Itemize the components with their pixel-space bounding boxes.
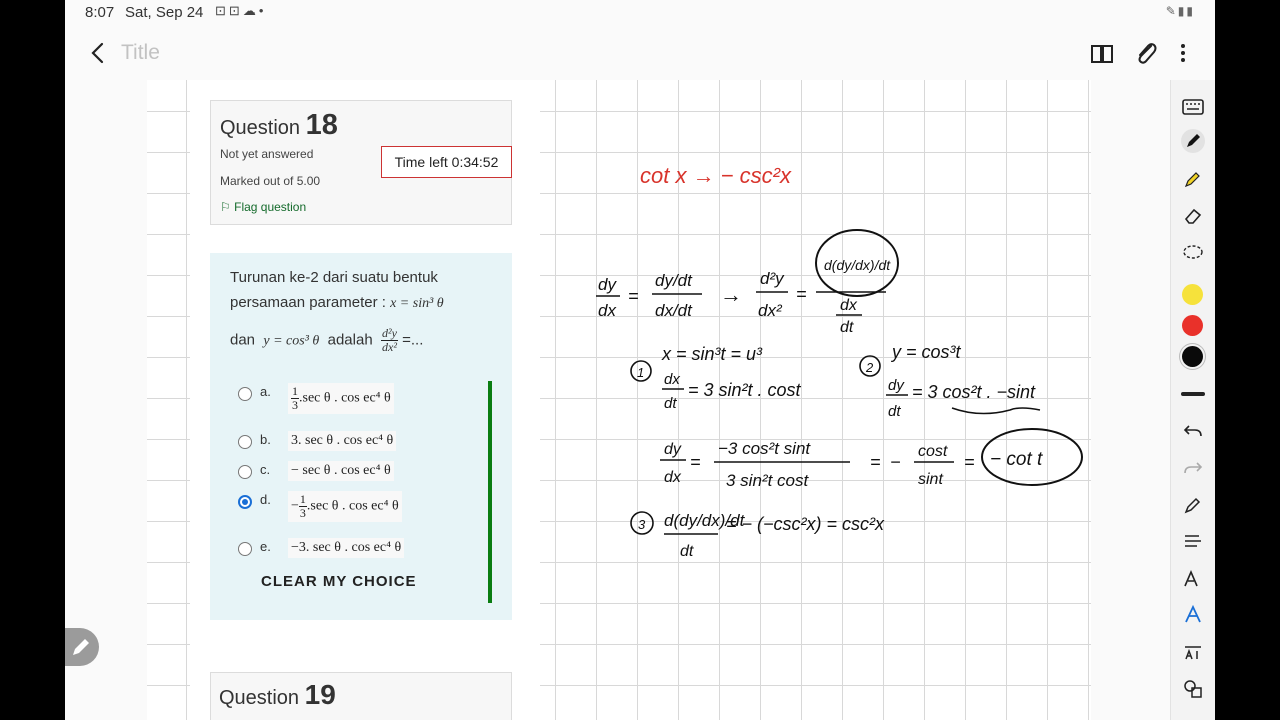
yellow-color-swatch[interactable] — [1182, 284, 1203, 305]
green-pen-stroke — [488, 381, 492, 603]
back-arrow-icon[interactable] — [83, 36, 113, 70]
ink-dx: dx — [598, 301, 616, 320]
ink-dy: dy — [598, 275, 616, 294]
signal-icon: ▮ — [1177, 4, 1187, 18]
floating-pen-button[interactable] — [65, 628, 99, 666]
ink-step3-result: = − (−csc²x) = csc²x — [726, 514, 885, 534]
option-e-math: −3. sec θ . cos ec⁴ θ — [288, 538, 404, 558]
handwritten-notes — [540, 80, 1170, 720]
option-c-math: − sec θ . cos ec⁴ θ — [288, 461, 394, 481]
black-color-swatch[interactable] — [1182, 346, 1203, 367]
battery-icon: ▮ — [1186, 4, 1195, 18]
option-b-math: 3. sec θ . cos ec⁴ θ — [288, 431, 396, 451]
option-a-math: $\frac{1}{3}$ .sec θ . cos ec⁴ θ — [288, 383, 394, 414]
ink-step3-dt: dt — [680, 543, 694, 560]
question-text-line3: dan y = cos³ θ adalah $\frac{\text{d²y}}{\text{dx²}}$ =... — [230, 326, 424, 354]
ink-step1-dt: dt — [664, 395, 677, 412]
system-icons — [1166, 4, 1195, 18]
flag-icon: ⚐ — [220, 200, 231, 214]
keyboard-icon[interactable] — [1180, 94, 1206, 120]
app-bar — [65, 26, 1215, 80]
question-18-content: Turunan ke-2 dari suatu bentuk persamaan parameter : x = sin³ θ dan y = cos³ θ adalah $\frac{\text{d²y}}{\text{dx²}}$ =... a. $\frac{1}{3}$ .sec θ . cos ec⁴ θ b. 3. sec θ . cos ec⁴ θ c. − sec θ . cos ec⁴ θ d. − $\frac{1}{3}$ .sec θ . cos ec⁴ θ e. −3. sec θ . cos ec⁴ θ CLEAR MY CHOICE — [210, 253, 512, 620]
redo-icon[interactable] — [1180, 455, 1206, 481]
text-tool-icon[interactable] — [1180, 566, 1206, 592]
note-title[interactable]: Title — [121, 41, 160, 64]
option-e-radio[interactable] — [238, 542, 252, 556]
book-icon[interactable] — [1087, 38, 1117, 68]
ink-step3-number: 3 — [638, 517, 646, 532]
ink-step2-y: y = cos³t — [892, 342, 961, 362]
ink-step2-dt: dt — [888, 403, 901, 420]
status-time: 8:07 — [85, 4, 115, 21]
screenshot-icon: ⊡ — [215, 3, 229, 18]
question-number: Question 18 — [220, 109, 338, 141]
undo-icon[interactable] — [1180, 418, 1206, 444]
pasted-quiz-screenshot — [190, 80, 540, 720]
ink-step2-number: 2 — [866, 360, 874, 375]
ink-step1-x: x = sin³t = u³ — [662, 344, 763, 364]
screenshot-icon: ⊡ — [228, 3, 243, 18]
ink-eq2: = — [796, 284, 807, 304]
ink-ratio-eq3: = — [964, 452, 975, 472]
answer-status: Not yet answered — [220, 147, 314, 161]
ink-circled-dx: dx — [840, 297, 857, 314]
ink-ratio-dy: dy — [664, 441, 681, 458]
ink-dydt: dy/dt — [655, 271, 692, 290]
flag-question-link[interactable]: ⚐ Flag question — [220, 200, 307, 214]
shapes-icon[interactable] — [1180, 676, 1206, 702]
ink-eq: = — [628, 286, 639, 306]
marks-info: Marked out of 5.00 — [220, 174, 321, 188]
ink-d2y: d²y — [760, 269, 784, 288]
pencil-icon — [65, 628, 99, 666]
text-align-icon[interactable] — [1180, 528, 1206, 554]
ink-ratio-dx: dx — [664, 469, 681, 486]
ink-ratio-eq2: = — [870, 452, 881, 472]
highlighter-icon[interactable] — [1180, 166, 1206, 192]
ink-dxdt: dx/dt — [655, 301, 692, 320]
question-text-line1: Turunan ke-2 dari suatu bentuk — [230, 269, 438, 286]
ink-step2-result: = 3 cos²t . −sint — [912, 382, 1036, 402]
ink-ratio-eq: = — [690, 452, 701, 472]
ink-step1-number: 1 — [637, 365, 645, 380]
ink-dx2: dx² — [758, 301, 782, 320]
handwriting-to-text-icon[interactable] — [1180, 602, 1206, 628]
ink-ratio-num: −3 cos²t sint — [718, 439, 811, 458]
ink-step1-dx: dx — [664, 371, 680, 388]
stroke-width-indicator[interactable] — [1181, 392, 1205, 396]
cloud-icon: ☁ — [242, 3, 259, 18]
pen-icon[interactable] — [1180, 128, 1206, 154]
option-a-radio[interactable] — [238, 387, 252, 401]
ink-step3-d: d(dy/dx)/dt — [664, 511, 745, 530]
expr-tail: =... — [402, 331, 424, 349]
option-d-math: − $\frac{1}{3}$ .sec θ . cos ec⁴ θ — [288, 491, 402, 522]
ink-ratio-sint: sint — [918, 471, 943, 488]
question-19-number: Question 19 — [219, 679, 336, 710]
time-left-timer: Time left 0:34:52 — [381, 146, 512, 178]
clear-my-choice-button[interactable]: CLEAR MY CHOICE — [261, 573, 417, 590]
tablet-screen — [65, 0, 1215, 720]
ink-circled-dt: dt — [840, 319, 854, 336]
ink-cot-result: − cot t — [990, 449, 1043, 470]
question-19-info — [210, 672, 512, 720]
option-d-radio-selected[interactable] — [238, 495, 252, 509]
eraser-icon[interactable] — [1180, 202, 1206, 228]
pen-settings-icon[interactable] — [1180, 492, 1206, 518]
expr-y: y = cos³ θ — [263, 333, 320, 349]
option-b-radio[interactable] — [238, 435, 252, 449]
red-note-cot: cot x → − csc²x — [640, 163, 791, 188]
red-color-swatch[interactable] — [1182, 315, 1203, 336]
ink-ratio-minus: − — [890, 452, 901, 472]
ink-arrow: → — [720, 282, 742, 307]
status-bar — [65, 0, 1215, 26]
pen-status-icon: ✎ — [1165, 4, 1178, 18]
question-text-line2: persamaan parameter : x = sin³ θ — [230, 294, 444, 311]
ink-step2-dy: dy — [888, 377, 904, 394]
ink-circled-derivative: d(dy/dx)/dt — [824, 257, 891, 273]
text-format-icon[interactable] — [1180, 640, 1206, 666]
ink-ratio-den: 3 sin²t cost — [726, 471, 809, 490]
drawing-tools-sidebar — [1170, 80, 1215, 720]
status-date: Sat, Sep 24 — [125, 4, 204, 21]
ink-ratio-cost: cost — [918, 443, 948, 460]
more-options-icon[interactable] — [1168, 38, 1198, 68]
ink-step1-result: = 3 sin²t . cost — [688, 380, 801, 400]
notification-icons — [215, 3, 266, 19]
lasso-icon[interactable] — [1180, 240, 1206, 266]
second-derivative-fraction: $\frac{\text{d²y}}{\text{dx²}}$ — [382, 326, 397, 354]
dot-icon: • — [258, 3, 267, 18]
option-c-radio[interactable] — [238, 465, 252, 479]
attach-icon[interactable] — [1131, 38, 1161, 68]
expr-x: x = sin³ θ — [390, 296, 444, 311]
